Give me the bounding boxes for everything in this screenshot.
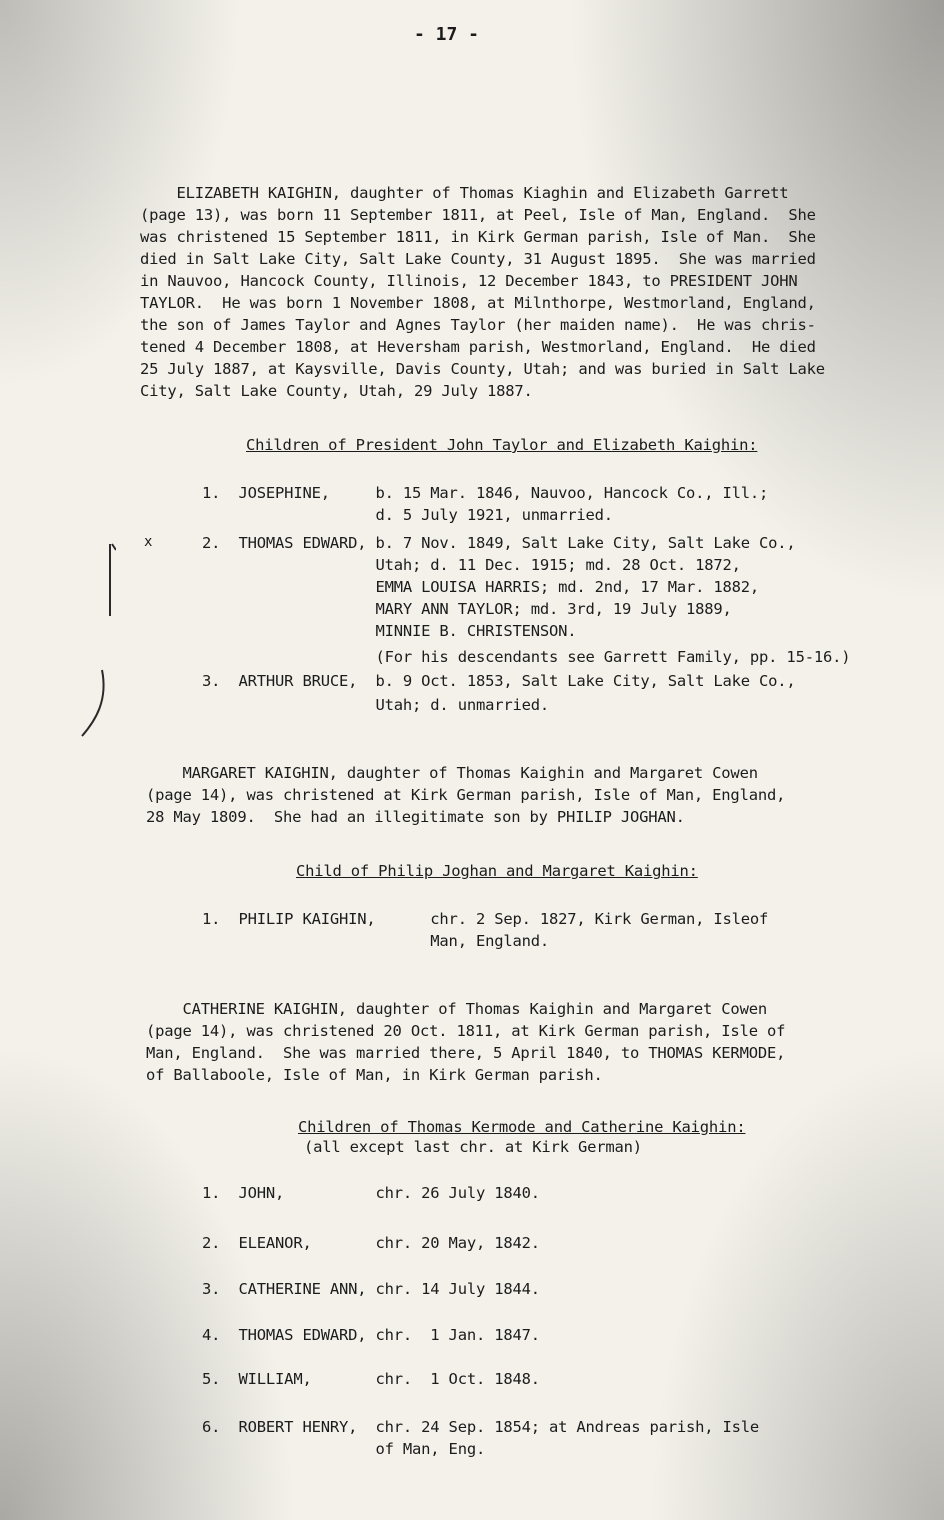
child-entry-line: 6. ROBERT HENRY, chr. 24 Sep. 1854; at Andreas parish, Isle	[202, 1418, 760, 1436]
children-heading: Child of Philip Joghan and Margaret Kaighin:	[296, 862, 698, 880]
child-entry-line: 5. WILLIAM, chr. 1 Oct. 1848.	[202, 1370, 540, 1388]
child-entry-line: (For his descendants see Garrett Family, pp. 15-16.)	[202, 648, 851, 666]
child-entry-line: of Man, Eng.	[202, 1440, 486, 1458]
child-entry-line: 1. PHILIP KAIGHIN, chr. 2 Sep. 1827, Kirk German, Isleof	[202, 910, 769, 928]
paragraph-line: (page 14), was christened at Kirk German parish, Isle of Man, England,	[146, 786, 786, 804]
paragraph-line: was christened 15 September 1811, in Kirk German parish, Isle of Man. She	[140, 228, 816, 246]
paragraph-line: TAYLOR. He was born 1 November 1808, at Milnthorpe, Westmorland, England,	[140, 294, 816, 312]
children-heading: Children of Thomas Kermode and Catherine Kaighin:	[298, 1118, 746, 1136]
paragraph-line: tened 4 December 1808, at Heversham parish, Westmorland, England. He died	[140, 338, 816, 356]
margin-mark: x	[144, 534, 153, 550]
children-subheading: (all except last chr. at Kirk German)	[304, 1138, 642, 1156]
paragraph-line: MARGARET KAIGHIN, daughter of Thomas Kaighin and Margaret Cowen	[146, 764, 758, 782]
child-entry-line: EMMA LOUISA HARRIS; md. 2nd, 17 Mar. 1882,	[202, 578, 760, 596]
paragraph-line: ELIZABETH KAIGHIN, daughter of Thomas Kiaghin and Elizabeth Garrett	[140, 184, 789, 202]
paragraph-line: (page 14), was christened 20 Oct. 1811, at Kirk German parish, Isle of	[146, 1022, 786, 1040]
child-entry-line: 2. THOMAS EDWARD, b. 7 Nov. 1849, Salt Lake City, Salt Lake Co.,	[202, 534, 796, 552]
paragraph-line: in Nauvoo, Hancock County, Illinois, 12 December 1843, to PRESIDENT JOHN	[140, 272, 798, 290]
paragraph-line: Man, England. She was married there, 5 April 1840, to THOMAS KERMODE,	[146, 1044, 786, 1062]
child-entry-line: Man, England.	[202, 932, 550, 950]
child-entry-line: 3. ARTHUR BRUCE, b. 9 Oct. 1853, Salt Lake City, Salt Lake Co.,	[202, 672, 796, 690]
children-heading: Children of President John Taylor and Elizabeth Kaighin:	[246, 436, 758, 454]
child-entry-line: d. 5 July 1921, unmarried.	[202, 506, 613, 524]
page-number: - 17 -	[414, 24, 480, 45]
child-entry-line: 1. JOHN, chr. 26 July 1840.	[202, 1184, 540, 1202]
paragraph-line: of Ballaboole, Isle of Man, in Kirk German parish.	[146, 1066, 603, 1084]
paragraph-line: died in Salt Lake City, Salt Lake County, 31 August 1895. She was married	[140, 250, 816, 268]
paragraph-line: City, Salt Lake County, Utah, 29 July 1887.	[140, 382, 533, 400]
child-entry-line: MARY ANN TAYLOR; md. 3rd, 19 July 1889,	[202, 600, 732, 618]
paragraph-line: CATHERINE KAIGHIN, daughter of Thomas Kaighin and Margaret Cowen	[146, 1000, 767, 1018]
child-entry-line: Utah; d. unmarried.	[202, 696, 550, 714]
child-entry-line: Utah; d. 11 Dec. 1915; md. 28 Oct. 1872,	[202, 556, 741, 574]
paragraph-line: 25 July 1887, at Kaysville, Davis County, Utah; and was buried in Salt Lake	[140, 360, 825, 378]
child-entry-line: 3. CATHERINE ANN, chr. 14 July 1844.	[202, 1280, 540, 1298]
child-entry-line: MINNIE B. CHRISTENSON.	[202, 622, 577, 640]
child-entry-line: 4. THOMAS EDWARD, chr. 1 Jan. 1847.	[202, 1326, 540, 1344]
paragraph-line: (page 13), was born 11 September 1811, at Peel, Isle of Man, England. She	[140, 206, 816, 224]
child-entry-line: 2. ELEANOR, chr. 20 May, 1842.	[202, 1234, 540, 1252]
paragraph-line: the son of James Taylor and Agnes Taylor (her maiden name). He was chris-	[140, 316, 816, 334]
paragraph-line: 28 May 1809. She had an illegitimate son by PHILIP JOGHAN.	[146, 808, 685, 826]
margin-bracket-mark	[76, 540, 116, 740]
child-entry-line: 1. JOSEPHINE, b. 15 Mar. 1846, Nauvoo, Hancock Co., Ill.;	[202, 484, 769, 502]
